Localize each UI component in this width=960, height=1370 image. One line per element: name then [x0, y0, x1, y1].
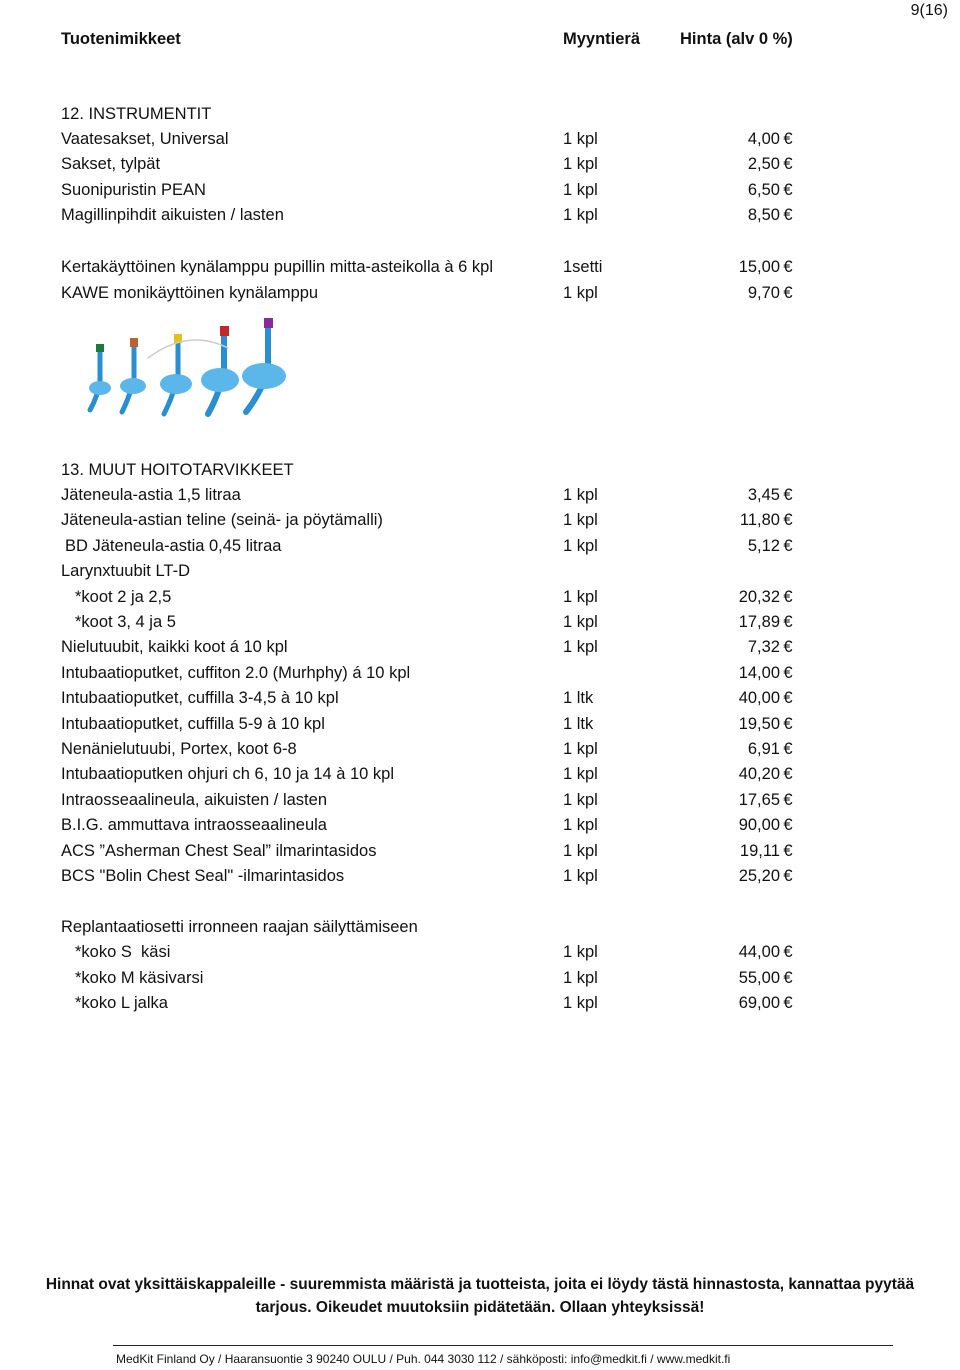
- price-row: [0, 562, 960, 587]
- euro-symbol: €: [783, 790, 793, 809]
- unit-price: 55,00: [738, 968, 780, 987]
- unit-price: 44,00: [738, 943, 780, 961]
- product-name: *koko M käsivarsi: [75, 968, 204, 987]
- column-header-product: Tuotenimikkeet: [61, 30, 181, 48]
- product-name: Kertakäyttöinen kynälamppu pupillin mitta-asteikolla à 6 kpl: [61, 258, 493, 276]
- euro-symbol: €: [783, 536, 793, 555]
- unit-price: 40,20: [738, 765, 780, 784]
- product-name: Nenänielutuubi, Portex, koot 6-8: [61, 740, 297, 758]
- product-name: ACS ”Asherman Chest Seal” ilmarintasidos: [61, 841, 377, 860]
- product-name: Sakset, tylpät: [61, 155, 161, 174]
- section-heading-replantation: Replantaatiosetti irronneen raajan säilyttämiseen: [61, 918, 418, 936]
- sales-unit: 1 kpl: [563, 130, 598, 148]
- price-row: [0, 842, 960, 867]
- unit-price: 6,50: [747, 180, 780, 199]
- sales-unit: 1 kpl: [563, 638, 598, 657]
- price-row: [0, 181, 960, 206]
- footer-note-line2: tarjous. Oikeudet muutoksiin pidätetään. Ollaan yhteyksissä!: [255, 1299, 705, 1316]
- sales-unit: 1 kpl: [563, 994, 598, 1012]
- column-header-price: Hinta (alv 0 %): [680, 30, 793, 48]
- unit-price: 17,65: [738, 790, 780, 809]
- euro-symbol: €: [783, 258, 793, 276]
- price-row: [0, 130, 960, 155]
- section-heading-instruments: 12. INSTRUMENTIT: [61, 105, 212, 123]
- unit-price: 69,00: [738, 994, 780, 1012]
- price-row: [0, 816, 960, 841]
- euro-symbol: €: [783, 968, 793, 987]
- product-name: Magillinpihdit aikuisten / lasten: [61, 205, 284, 224]
- page-number: 9(16): [910, 2, 948, 19]
- euro-symbol: €: [783, 613, 793, 631]
- unit-price: 11,80: [739, 511, 780, 530]
- euro-symbol: €: [783, 816, 793, 835]
- unit-price: 4,00: [747, 130, 780, 148]
- sales-unit: 1 kpl: [563, 943, 598, 961]
- price-row: [0, 613, 960, 638]
- product-name: Intubaatioputket, cuffiton 2.0 (Murhphy) á 10 kpl: [61, 663, 411, 682]
- unit-price: 14,00: [738, 663, 780, 682]
- sales-unit: 1 kpl: [563, 816, 598, 835]
- sales-unit: 1setti: [563, 258, 603, 276]
- price-row: [0, 588, 960, 613]
- euro-symbol: €: [783, 205, 793, 224]
- euro-symbol: €: [783, 155, 793, 174]
- price-row: [0, 867, 960, 892]
- unit-price: 5,12: [747, 536, 780, 555]
- sales-unit: 1 kpl: [563, 511, 598, 530]
- product-name: Jäteneula-astia 1,5 litraa: [61, 486, 241, 504]
- product-name: B.I.G. ammuttava intraosseaalineula: [61, 816, 327, 835]
- euro-symbol: €: [783, 638, 793, 657]
- price-row: [0, 284, 960, 309]
- sales-unit: 1 kpl: [563, 205, 598, 224]
- euro-symbol: €: [783, 867, 793, 885]
- unit-price: 7,32: [747, 638, 780, 657]
- product-name: Nielutuubit, kaikki koot á 10 kpl: [61, 638, 288, 657]
- euro-symbol: €: [783, 486, 793, 504]
- unit-price: 2,50: [747, 155, 780, 174]
- unit-price: 3,45: [747, 486, 780, 504]
- euro-symbol: €: [783, 765, 793, 784]
- sales-unit: 1 kpl: [563, 613, 598, 631]
- unit-price: 8,50: [747, 205, 780, 224]
- price-row: [0, 765, 960, 790]
- euro-symbol: €: [783, 841, 793, 860]
- unit-price: 25,20: [738, 867, 780, 885]
- sales-unit: 1 kpl: [563, 968, 598, 987]
- product-name: Suonipuristin PEAN: [61, 180, 206, 199]
- price-row: [0, 206, 960, 231]
- euro-symbol: €: [783, 180, 793, 199]
- euro-symbol: €: [783, 511, 793, 530]
- euro-symbol: €: [783, 943, 793, 961]
- unit-price: 9,70: [747, 284, 780, 302]
- footer-divider: [113, 1345, 893, 1346]
- price-row: [0, 791, 960, 816]
- product-name: KAWE monikäyttöinen kynälamppu: [61, 284, 319, 302]
- footer-note-line1: Hinnat ovat yksittäiskappaleille - suuremmista määristä ja tuotteista, joita ei löydy tästä hinnastosta, kannattaa pyytää: [45, 1276, 915, 1293]
- sales-unit: 1 kpl: [563, 740, 598, 758]
- price-row: [0, 969, 960, 994]
- euro-symbol: €: [783, 663, 793, 682]
- sales-unit: 1 ltk: [563, 689, 594, 708]
- sales-unit: 1 kpl: [563, 536, 598, 555]
- euro-symbol: €: [783, 994, 793, 1012]
- sales-unit: 1 kpl: [563, 841, 598, 860]
- unit-price: 17,89: [738, 613, 780, 631]
- sales-unit: 1 kpl: [563, 155, 598, 174]
- product-name: Intubaatioputket, cuffilla 5-9 à 10 kpl: [61, 714, 325, 733]
- sales-unit: 1 kpl: [563, 765, 598, 784]
- price-row: [0, 740, 960, 765]
- unit-price: 15,00: [738, 258, 780, 276]
- price-row: [0, 689, 960, 714]
- price-row: [0, 258, 960, 283]
- unit-price: 90,00: [738, 816, 780, 835]
- sales-unit: 1 kpl: [563, 587, 598, 606]
- laryngoscope-blades-image: [78, 318, 290, 418]
- unit-price: 40,00: [738, 689, 780, 708]
- euro-symbol: €: [783, 740, 793, 758]
- euro-symbol: €: [783, 714, 793, 733]
- product-name: *koot 2 ja 2,5: [75, 587, 172, 606]
- unit-price: 6,91: [747, 740, 780, 758]
- product-name: *koko L jalka: [75, 994, 168, 1012]
- sales-unit: 1 kpl: [563, 867, 598, 885]
- product-name: *koot 3, 4 ja 5: [75, 613, 176, 631]
- footer-address: MedKit Finland Oy / Haaransuontie 3 90240 OULU / Puh. 044 3030 112 / sähköposti: info@medkit.fi / www.medkit.fi: [116, 1352, 731, 1366]
- euro-symbol: €: [783, 284, 793, 302]
- sales-unit: 1 ltk: [563, 714, 594, 733]
- sales-unit: 1 kpl: [563, 486, 598, 504]
- price-row: [0, 537, 960, 562]
- sales-unit: 1 kpl: [563, 284, 598, 302]
- price-row: [0, 511, 960, 536]
- unit-price: 20,32: [738, 587, 780, 606]
- column-header-unit: Myyntierä: [563, 30, 641, 48]
- product-name: Intubaatioputket, cuffilla 3-4,5 à 10 kpl: [61, 689, 339, 708]
- product-name: Jäteneula-astian teline (seinä- ja pöytämalli): [61, 511, 383, 530]
- price-row: [0, 155, 960, 180]
- price-row: [0, 994, 960, 1019]
- euro-symbol: €: [783, 587, 793, 606]
- price-row: [0, 943, 960, 968]
- price-row: [0, 486, 960, 511]
- euro-symbol: €: [783, 130, 793, 148]
- price-row: [0, 715, 960, 740]
- sales-unit: 1 kpl: [563, 790, 598, 809]
- price-row: [0, 664, 960, 689]
- sales-unit: 1 kpl: [563, 180, 598, 199]
- unit-price: 19,11: [739, 841, 780, 860]
- euro-symbol: €: [783, 689, 793, 708]
- product-name: Larynxtuubit LT-D: [61, 562, 191, 581]
- product-name: Vaatesakset, Universal: [61, 130, 229, 148]
- product-name: BD Jäteneula-astia 0,45 litraa: [65, 536, 282, 555]
- unit-price: 19,50: [738, 714, 780, 733]
- product-name: BCS "Bolin Chest Seal" -ilmarintasidos: [61, 867, 345, 885]
- product-name: Intubaatioputken ohjuri ch 6, 10 ja 14 à 10 kpl: [61, 765, 394, 784]
- price-row: [0, 638, 960, 663]
- product-name: Intraosseaalineula, aikuisten / lasten: [61, 790, 327, 809]
- section-heading-other-supplies: 13. MUUT HOITOTARVIKKEET: [61, 461, 294, 479]
- product-name: *koko S käsi: [75, 943, 171, 961]
